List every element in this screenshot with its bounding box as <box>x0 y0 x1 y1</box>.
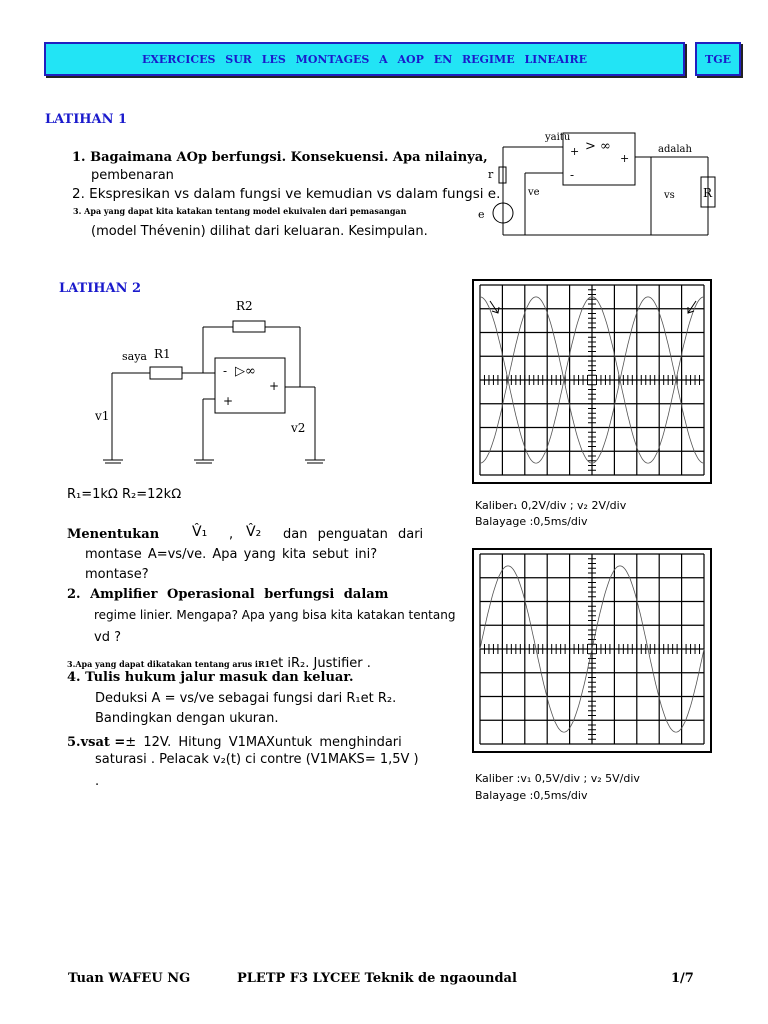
latihan1-q3b: (model Thévenin) dilihat dari keluaran. Kesimpulan. <box>91 224 428 239</box>
footer-school: PLETP F3 LYCEE Teknik de ngaoundal <box>237 971 517 986</box>
circuit2-minus: - <box>223 364 228 378</box>
scope2-caption1: Kaliber :v₁ 0,5V/div ; v₂ 5V/div <box>475 772 640 785</box>
scope2-caption2: Balayage :0,5ms/div <box>475 789 588 802</box>
latihan2-m1-v1: V̂₁ <box>192 524 208 540</box>
latihan2-m1-comma: , <box>229 527 234 542</box>
circuit-latihan2 <box>95 295 335 470</box>
latihan2-m1-v2: V̂₂ <box>246 524 262 540</box>
header-tag: TGE <box>695 42 741 76</box>
latihan2-m1-rest: dan penguatan dari <box>283 527 424 542</box>
scope2-screen <box>472 548 712 753</box>
latihan2-q5-bold: 5.vsat = <box>67 735 126 750</box>
circuit1-plus-in: + <box>570 145 580 158</box>
circuit2-saya: saya <box>122 350 147 363</box>
latihan1-q1b: pembenaran <box>91 168 174 183</box>
latihan1-q3: 3. Apa yang dapat kita katakan tentang model ekuivalen dari pemasangan <box>73 206 407 216</box>
circuit1-infinity: > ∞ <box>585 139 611 154</box>
circuit1-ve: ve <box>528 187 540 198</box>
footer-author: Tuan WAFEU NG <box>68 971 191 986</box>
circuit1-adalah: adalah <box>658 144 692 155</box>
circuit2-infinity: ▷∞ <box>235 364 256 379</box>
circuit1-R: R <box>703 186 713 200</box>
circuit1-plus-out: + <box>620 152 630 165</box>
latihan1-title: LATIHAN 1 <box>45 112 128 127</box>
latihan2-q2c: vd ? <box>94 630 121 645</box>
circuit2-R1: R1 <box>154 347 171 361</box>
latihan1-q2: 2. Ekspresikan vs dalam fungsi ve kemudian vs dalam fungsi e. <box>72 186 501 202</box>
latihan2-q4b: Deduksi A = vs/ve sebagai fungsi dari R₁et R₂. <box>95 691 397 706</box>
circuit1-minus: - <box>570 168 575 182</box>
latihan2-q2b: regime linier. Mengapa? Apa yang bisa kita katakan tentang <box>94 608 456 622</box>
latihan2-q5 <box>67 731 402 750</box>
footer-page: 1/7 <box>671 971 694 986</box>
scope1-caption2: Balayage :0,5ms/div <box>475 515 588 528</box>
circuit1-r: r <box>488 168 494 181</box>
circuit2-plus-out: + <box>269 379 280 393</box>
latihan1-q1: 1. Bagaimana AOp berfungsi. Konsekuensi. Apa nilainya, <box>72 150 488 165</box>
latihan2-title: LATIHAN 2 <box>59 281 142 296</box>
latihan2-m1-label: Menentukan <box>67 527 160 542</box>
header-title: EXERCICES SUR LES MONTAGES A AOP EN REGIME LINEAIRE <box>44 42 685 76</box>
latihan2-q3-bold: 3.Apa yang dapat dikatakan tentang arus iR1 <box>67 659 271 669</box>
circuit1-vs: vs <box>664 190 675 201</box>
latihan2-q5b: saturasi . Pelacak v₂(t) ci contre (V1MAKS= 1,5V ) <box>95 752 419 767</box>
circuit2-v1: v1 <box>95 409 110 423</box>
circuit2-R2: R2 <box>236 299 253 313</box>
scope1-caption1: Kaliber₁ 0,2V/div ; v₂ 2V/div <box>475 499 627 512</box>
latihan2-q5-rest: ± 12V. Hitung V1MAXuntuk menghindari <box>125 735 402 750</box>
circuit2-v2: v2 <box>291 421 306 435</box>
latihan2-values: R₁=1kΩ R₂=12kΩ <box>67 487 182 502</box>
latihan2-q2: 2. Amplifier Operasional berfungsi dalam <box>67 587 389 602</box>
latihan2-q4: 4. Tulis hukum jalur masuk dan keluar. <box>67 670 354 685</box>
latihan2-m1-b: montase A=vs/ve. Apa yang kita sebut ini? <box>85 547 378 562</box>
circuit2-plus-in: + <box>223 394 234 408</box>
latihan2-m1-c: montase? <box>85 567 149 582</box>
scope1-screen <box>472 279 712 484</box>
circuit1-yaitu: yaitu <box>545 132 571 143</box>
latihan2-q5c: . <box>95 774 100 789</box>
latihan2-q3 <box>67 652 371 671</box>
latihan2-q4c: Bandingkan dengan ukuran. <box>95 711 279 726</box>
circuit1-e: e <box>478 208 485 221</box>
latihan2-q3-rest: et iR₂. Justifier . <box>270 656 371 671</box>
circuit-latihan1 <box>470 125 720 240</box>
